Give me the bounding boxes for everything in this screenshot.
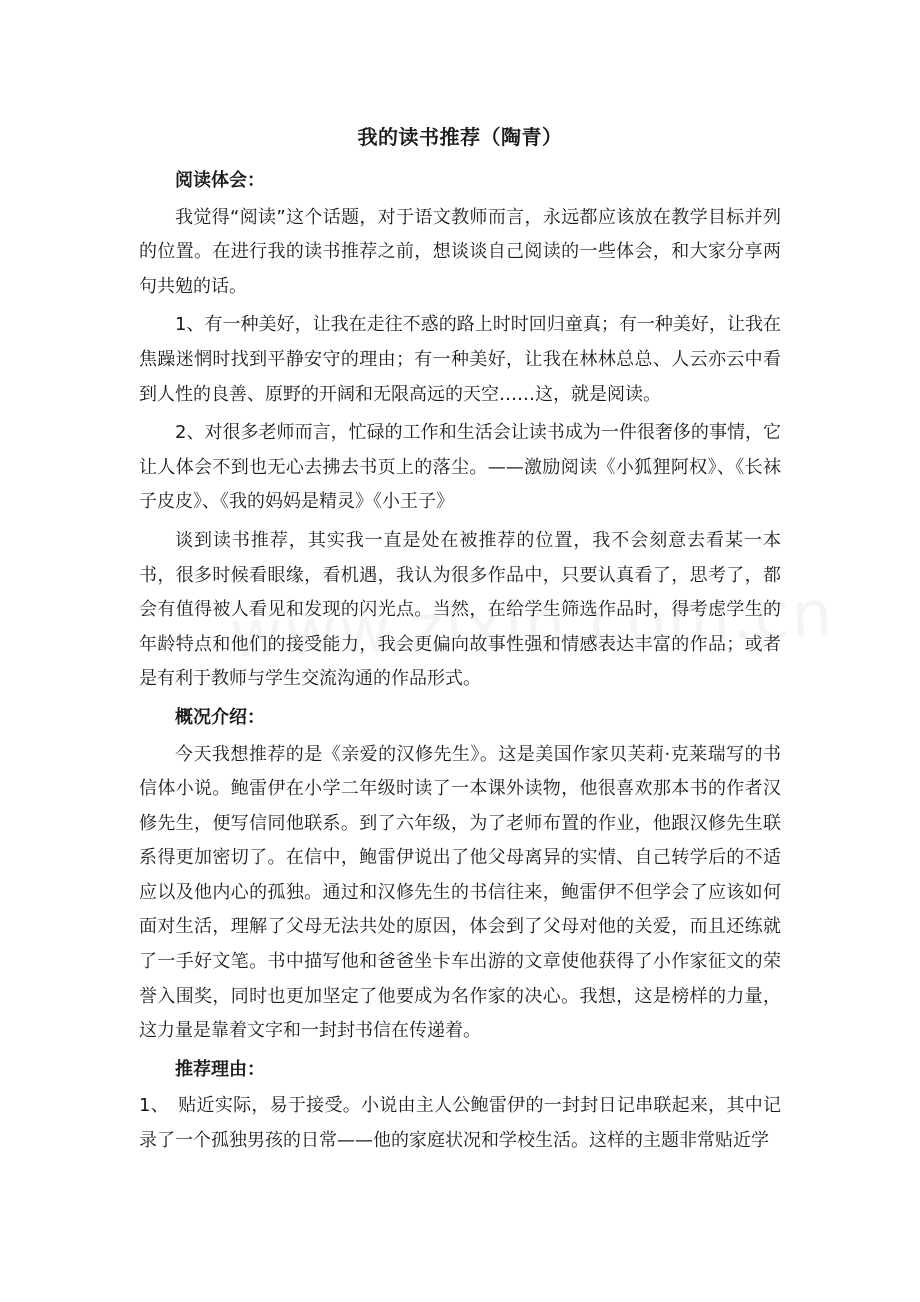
section-heading-reasons: 推荐理由： <box>175 1058 265 1080</box>
paragraph: 1、有一种美好，让我在走往不惑的路上时时回归童真；有一种美好，让我在焦躁迷惘时找到平静安守的理由；有一种美好，让我在林林总总、人云亦云中看到人性的良善、原野的开阔和无限高远的天空……这，就是阅读。 <box>139 314 781 405</box>
list-item: 1、 贴近实际，易于接受。小说由主人公鲍雷伊的一封封日记串联起来，其中记录了一个孤独男孩的日常——他的家庭状况和学校生活。这样的主题非常贴近学 <box>139 1095 781 1152</box>
paragraph: 2、对很多老师而言，忙碌的工作和生活会让读书成为一件很奢侈的事情，它让人体会不到也无心去拂去书页上的落尘。——激励阅读《小狐狸阿权》、《长袜子皮皮》、《我的妈妈是精灵》《小王子》 <box>139 422 781 513</box>
paragraph: 谈到读书推荐，其实我一直是处在被推荐的位置，我不会刻意去看某一本书，很多时候看眼缘，看机遇，我认为很多作品中，只要认真看了，思考了，都会有值得被人看见和发现的闪光点。当然，在给学生筛选作品时，得考虑学生的年龄特点和他们的接受能力，我会更偏向故事性强和情感表达丰富的作品；或者是有利于教师与学生交流沟通的作品形式。 <box>139 529 781 690</box>
document-title: 我的读书推荐（陶青） <box>357 125 563 149</box>
document-body <box>139 164 781 1159</box>
section-heading-reading-experience: 阅读体会： <box>175 170 265 191</box>
section-heading-overview: 概况介绍： <box>175 706 265 728</box>
paragraph: 我觉得“阅读”这个话题，对于语文教师而言，永远都应该放在教学目标并列的位置。在进行我的读书推荐之前，想谈谈自己阅读的一些体会，和大家分享两句共勉的话。 <box>139 206 781 297</box>
paragraph: 今天我想推荐的是《亲爱的汉修先生》。这是美国作家贝芙莉·克莱瑞写的书信体小说。鲍雷伊在小学二年级时读了一本课外读物，他很喜欢那本书的作者汉修先生，便写信同他联系。到了六年级，为了老师布置的作业，他跟汉修先生联系得更加密切了。在信中，鲍雷伊说出了他父母离异的实情、自己转学后的不适应以及他内心的孤独。通过和汉修先生的书信往来，鲍雷伊不但学会了应该如何面对生活，理解了父母无法共处的原因，体会到了父母对他的关爱，而且还练就了一手好文笔。书中描写他和爸爸坐卡车出游的文章使他获得了小作家征文的荣誉入围奖，同时也更加坚定了他要成为名作家的决心。我想，这是榜样的力量，这力量是靠着文字和一封封书信在传递着。 <box>139 743 781 1042</box>
